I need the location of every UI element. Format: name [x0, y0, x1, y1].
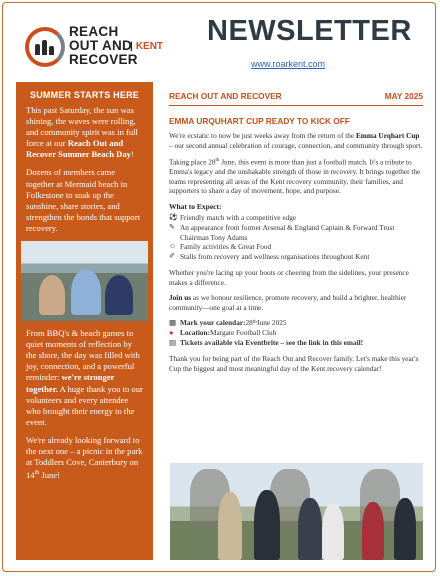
main-article — [169, 91, 423, 380]
roar-logo — [25, 23, 175, 75]
sidebar-paragraph: This past Saturday, the sun was shining, the waves were rolling, and community spirit was in full force at our Reach Out and Recover Summer Beach Day! — [26, 105, 138, 160]
sidebar-title: SUMMER STARTS HERE — [30, 90, 139, 100]
people-icon — [35, 39, 57, 55]
page-title: NEWSLETTER — [207, 15, 412, 47]
article-paragraph: We're ecstatic to now be just weeks away from the return of the Emma Urqhart Cup – our second annual celebration of courage, connection, and community through sport. — [169, 131, 423, 150]
date-detail: ▦ Mark your calendar: 28 th June 2025 — [169, 318, 287, 328]
article-title: EMMA URQUHART CUP READY TO KICK OFF — [169, 116, 350, 126]
expect-list — [169, 213, 423, 262]
website-link[interactable]: www.roarkent.com — [251, 59, 326, 69]
logo-kent: | KENT — [130, 41, 163, 52]
list-item: ☺ Family activities & Great Food — [169, 242, 272, 252]
sidebar-paragraph: We're already looking forward to the next one – a picnic in the park at Toddlers Cove, Canterbury on 14th June! — [26, 434, 143, 481]
paperclip-icon: ✐ — [169, 252, 175, 261]
sidebar-paragraph: From BBQ's & beach games to quiet moments of reflection by the shore, the day was filled with joy, connection, and a powerful reminder: we're stronger together. A huge thank you to our volunteers and every attendee who brought their energy to the event. — [26, 328, 143, 427]
section-header — [169, 91, 423, 101]
ticket-icon: ▤ — [169, 338, 177, 348]
logo-text: REACH OUT AND RECOVER — [69, 24, 138, 67]
sidebar-paragraph: Dozens of members came together at Mermaid beach in Folkestone to soak up the sunshine, share stories, and strengthen the bonds that support recovery. — [26, 167, 141, 233]
list-item: ✎ An appearance from former Arsenal & England Captain & Forward Trust Chairman Tony Adams — [169, 222, 395, 242]
issue-date: MAY 2025 — [384, 91, 423, 101]
divider — [169, 105, 423, 106]
section-name: REACH OUT AND RECOVER — [169, 91, 282, 101]
beach-day-photo — [21, 241, 148, 321]
pen-icon: ✎ — [169, 222, 175, 231]
smiley-icon: ☺ — [169, 242, 177, 251]
list-item: ⚽ Friendly match with a competitive edge — [169, 212, 297, 222]
list-item: ✐ Stalls from recovery and wellness organisations throughout Kent — [169, 252, 370, 262]
event-details — [169, 318, 423, 348]
newsletter-page — [2, 2, 436, 572]
tickets-detail[interactable]: ▤ Tickets available via Eventbrite – see the link in this email! — [169, 338, 364, 348]
calendar-icon: ▦ — [169, 318, 177, 328]
football-icon: ⚽ — [169, 212, 178, 221]
article-paragraph: Whether you're lacing up your boots or cheering from the sidelines, your presence makes a difference. — [169, 267, 409, 287]
location-pin-icon: ● — [169, 328, 174, 338]
expect-heading: What to Expect: — [169, 201, 222, 211]
article-paragraph: Join us as we honour resilience, promote recovery, and build a brighter, healthier community—one goal at a time. — [169, 293, 407, 312]
football-event-photo — [170, 463, 423, 560]
location-detail: ● Location: Margate Football Club — [169, 328, 277, 338]
article-paragraph: Thank you for being part of the Reach Out and Recover family. Let's make this year's Cup the biggest and most meaningful day of the Kent recovery calendar! — [169, 354, 419, 373]
sidebar-panel — [16, 82, 153, 560]
article-paragraph: Taking place 28th June, this event is more than just a football match. It's a tribute to Emma's legacy and the unshakable strength of those in recovery. It brings together the teams representing all areas of the Kent recovery community, their families, and supporters to share a day of movement, hope, and purpose. — [169, 157, 421, 196]
